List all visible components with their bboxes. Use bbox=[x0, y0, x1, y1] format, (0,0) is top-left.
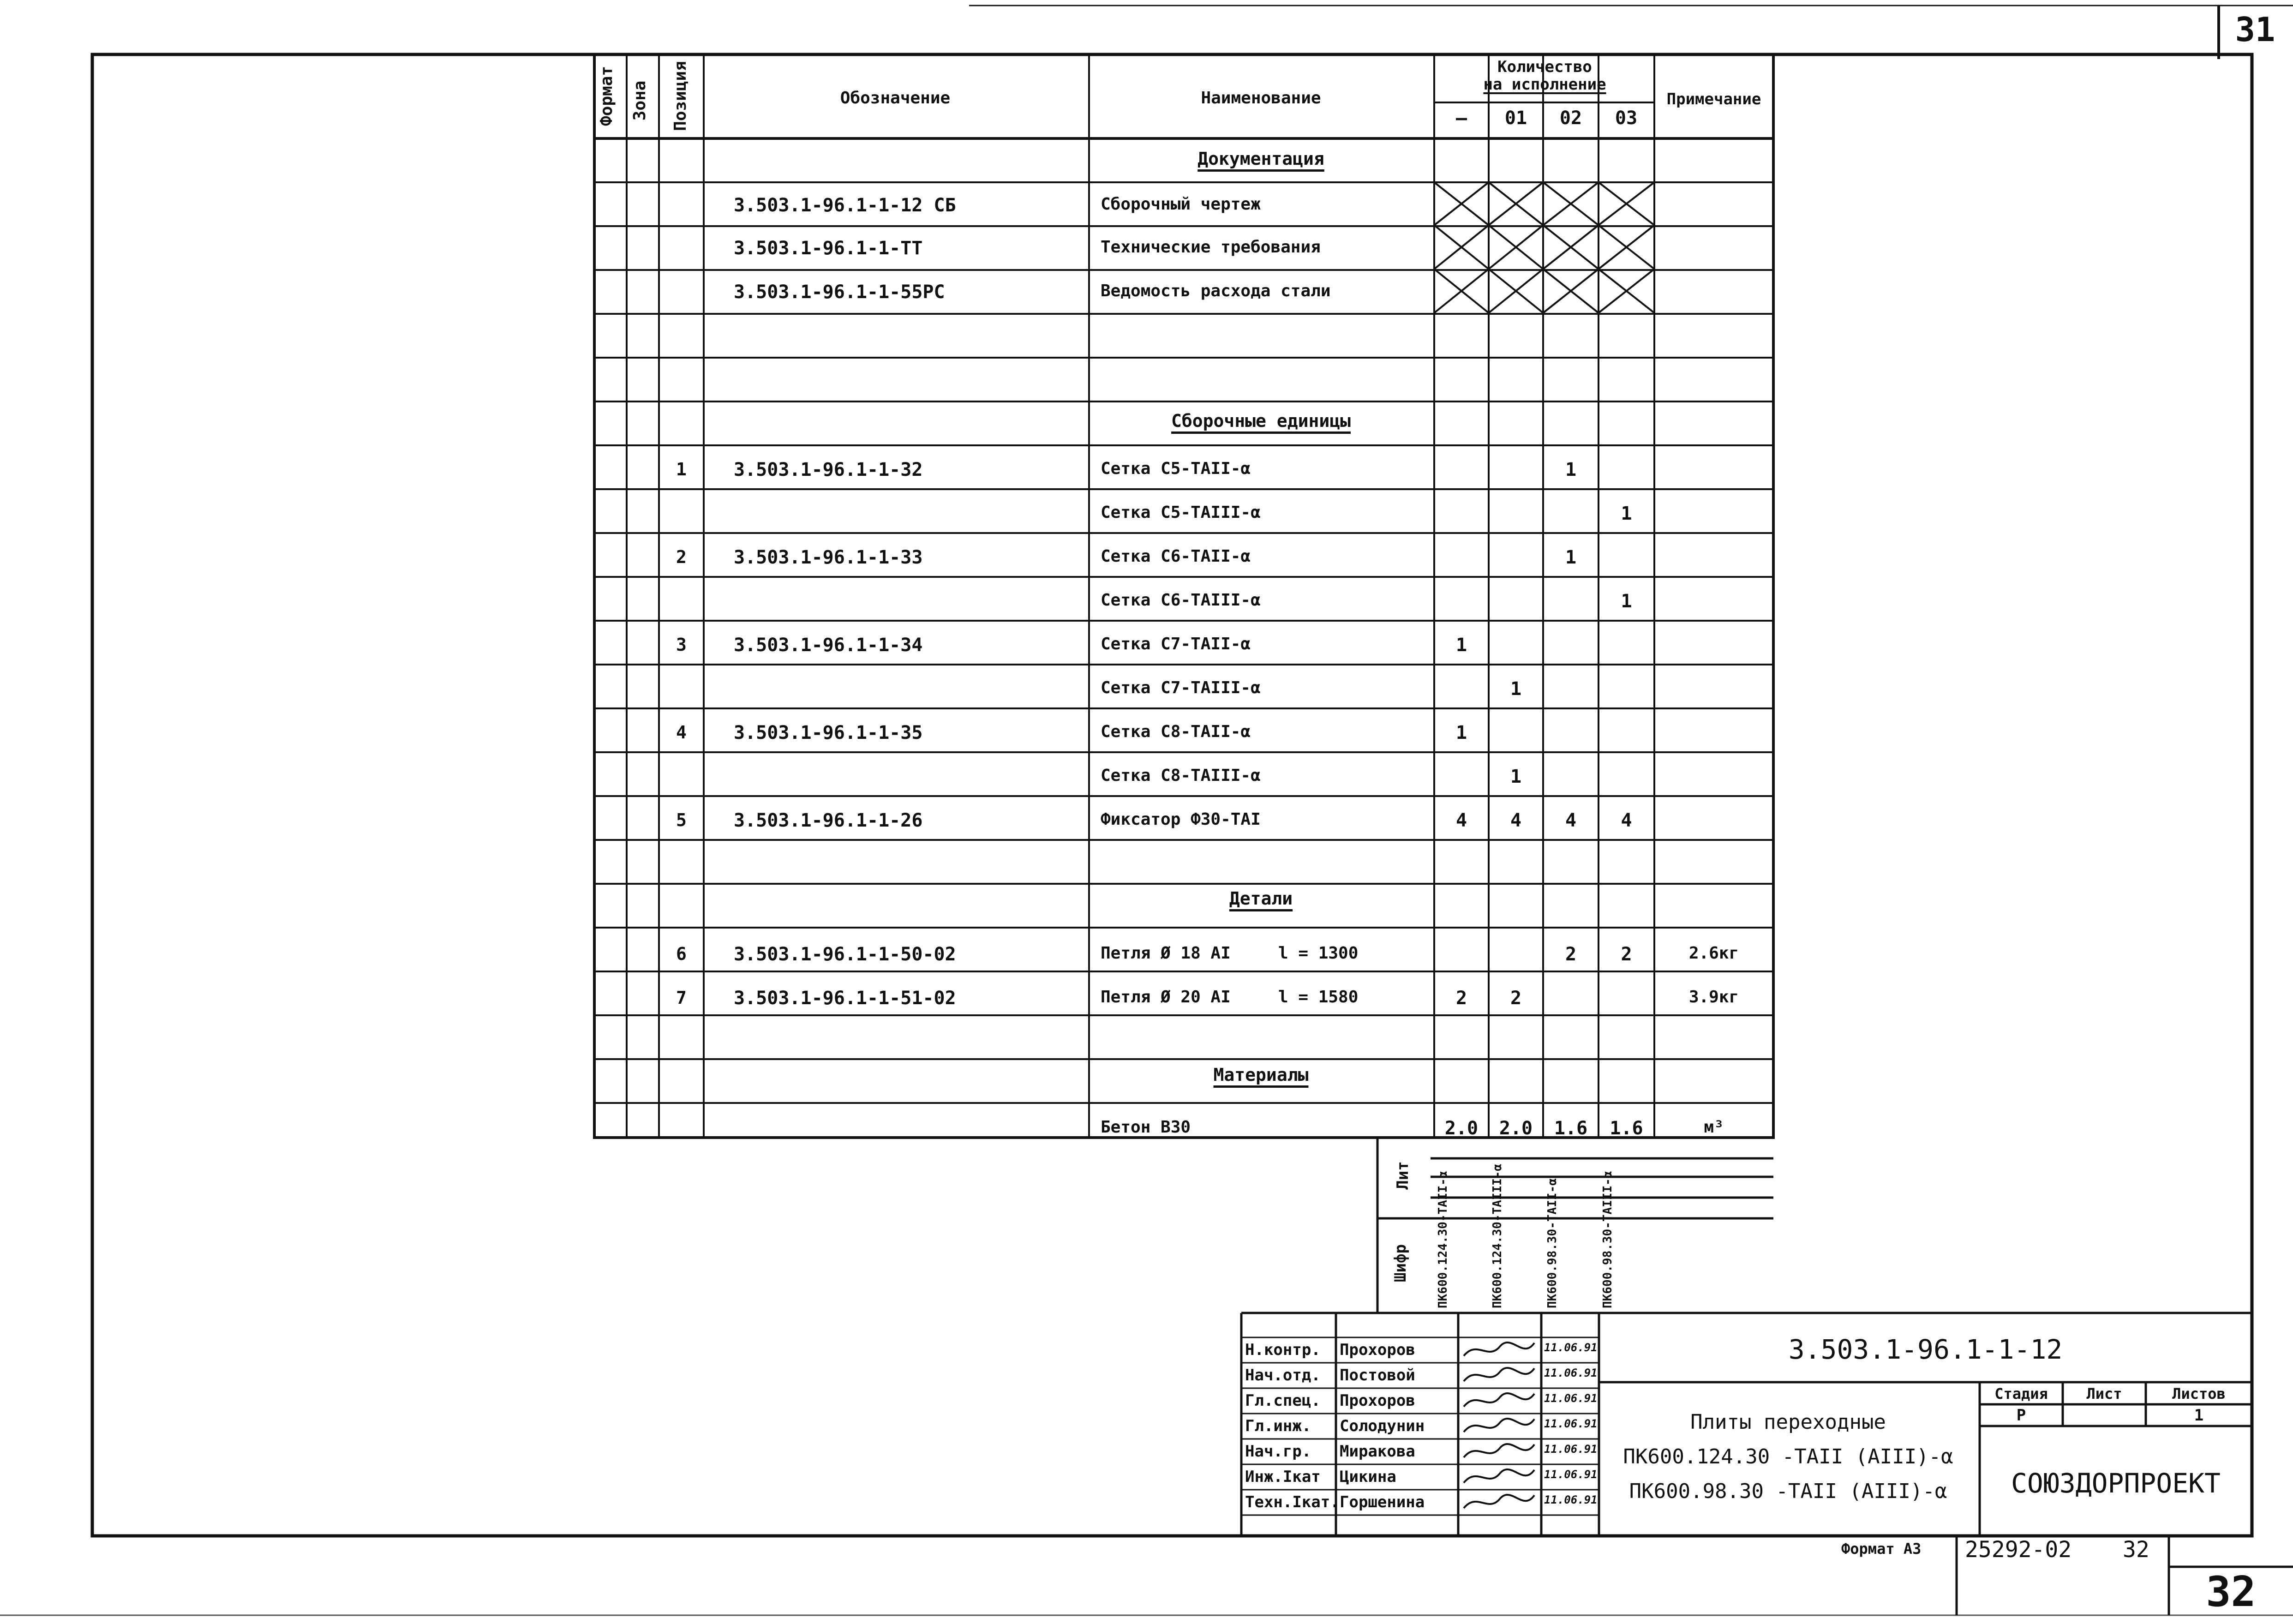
row-14-pos: 7 bbox=[676, 988, 687, 1008]
row-11-qty-01: 1 bbox=[1510, 766, 1522, 787]
row-6-pos: 2 bbox=[676, 547, 687, 567]
signer-5-date: 11.06.91 bbox=[1544, 1443, 1598, 1456]
row-8-name: Сетка С7-ТАII-α bbox=[1101, 635, 1251, 653]
archive-page: 32 bbox=[2123, 1537, 2149, 1563]
row-12-name: Фиксатор Ф30-ТАI bbox=[1101, 810, 1261, 829]
row-4-name: Сетка С5-ТАII-α bbox=[1101, 459, 1251, 478]
section-parts: Детали bbox=[1229, 888, 1293, 909]
row-2-designation: 3.503.1-96.1-1-ТТ bbox=[734, 238, 923, 259]
row-1-designation: 3.503.1-96.1-1-12 СБ bbox=[734, 195, 956, 216]
row-9-qty-01: 1 bbox=[1510, 678, 1522, 700]
signer-4-name: Солодунин bbox=[1340, 1417, 1425, 1435]
signer-7-date: 11.06.91 bbox=[1544, 1493, 1598, 1506]
signer-5-name: Миракова bbox=[1340, 1442, 1415, 1461]
archive-number: 25292-02 bbox=[1965, 1537, 2072, 1563]
header-note: Примечание bbox=[1666, 90, 1761, 108]
row-8-designation: 3.503.1-96.1-1-34 bbox=[734, 635, 923, 656]
row-12-qty-base: 4 bbox=[1455, 810, 1467, 831]
signer-2-name: Постовой bbox=[1340, 1366, 1415, 1384]
row-14-length: l = 1580 bbox=[1278, 988, 1359, 1007]
lit-label: Лит bbox=[1394, 1161, 1412, 1190]
signer-5-role: Нач.гр. bbox=[1245, 1442, 1311, 1461]
row-1-name: Сборочный чертеж bbox=[1101, 195, 1261, 214]
row-4-qty-02: 1 bbox=[1565, 459, 1577, 480]
row-10-designation: 3.503.1-96.1-1-35 bbox=[734, 722, 923, 743]
row-14-name: Петля Ø 20 АI bbox=[1101, 988, 1231, 1007]
header-variant-03: 03 bbox=[1615, 108, 1638, 129]
header-name: Наименование bbox=[1201, 89, 1321, 108]
cipher-label: Шифр bbox=[1391, 1244, 1410, 1282]
row-15-name: Бетон В30 bbox=[1101, 1118, 1191, 1137]
row-14-designation: 3.503.1-96.1-1-51-02 bbox=[734, 988, 956, 1009]
row-10-name: Сетка С8-ТАII-α bbox=[1101, 722, 1251, 741]
header-quantity-variants: на исполнение bbox=[1483, 75, 1606, 94]
stage-value: Р bbox=[2016, 1406, 2026, 1425]
signer-3-date: 11.06.91 bbox=[1544, 1392, 1598, 1405]
document-title-line3: ПК600.98.30 -ТАII (АIII)-α bbox=[1629, 1480, 1947, 1503]
row-9-name: Сетка С7-ТАIII-α bbox=[1101, 678, 1261, 697]
header-position: Позиция bbox=[671, 61, 690, 131]
row-10-qty-base: 1 bbox=[1455, 722, 1467, 743]
signer-4-role: Гл.инж. bbox=[1245, 1417, 1311, 1435]
row-12-qty-02: 4 bbox=[1565, 810, 1577, 831]
document-title-line1: Плиты переходные bbox=[1690, 1410, 1886, 1434]
signer-1-name: Прохоров bbox=[1340, 1341, 1415, 1359]
row-6-designation: 3.503.1-96.1-1-33 bbox=[734, 547, 923, 568]
section-documentation: Документация bbox=[1197, 149, 1324, 169]
signer-1-date: 11.06.91 bbox=[1544, 1341, 1598, 1354]
signer-6-date: 11.06.91 bbox=[1544, 1468, 1598, 1481]
row-8-pos: 3 bbox=[676, 635, 687, 655]
header-variant-base: — bbox=[1455, 108, 1467, 129]
row-6-name: Сетка С6-ТАII-α bbox=[1101, 547, 1251, 566]
format-label: Формат А3 bbox=[1841, 1540, 1922, 1558]
row-15-note: м³ bbox=[1704, 1118, 1724, 1137]
row-4-pos: 1 bbox=[676, 459, 687, 479]
signer-7-name: Горшенина bbox=[1340, 1493, 1425, 1511]
signer-6-name: Цикина bbox=[1340, 1468, 1396, 1486]
header-quantity: Количество bbox=[1497, 58, 1592, 76]
row-13-qty-02: 2 bbox=[1565, 944, 1577, 965]
signer-3-name: Прохоров bbox=[1340, 1391, 1415, 1410]
header-variant-01: 01 bbox=[1504, 108, 1527, 129]
organization-name: СОЮЗДОРПРОЕКТ bbox=[2011, 1468, 2221, 1499]
signer-1-role: Н.контр. bbox=[1245, 1341, 1321, 1359]
page-number: 32 bbox=[2206, 1568, 2256, 1616]
row-7-qty-03: 1 bbox=[1621, 591, 1632, 612]
row-13-note: 2.6кг bbox=[1688, 944, 1739, 963]
signer-7-role: Техн.Iкат. bbox=[1245, 1493, 1340, 1511]
row-12-qty-03: 4 bbox=[1621, 810, 1632, 831]
signer-3-role: Гл.спец. bbox=[1245, 1391, 1321, 1410]
signer-6-role: Инж.Iкат bbox=[1245, 1468, 1321, 1486]
cipher-02: ПК600.98.30-ТАII-α bbox=[1545, 1178, 1559, 1308]
row-3-designation: 3.503.1-96.1-1-55РС bbox=[734, 282, 945, 303]
document-code: 3.503.1-96.1-1-12 bbox=[1788, 1334, 2063, 1365]
sheet-label: Лист bbox=[2086, 1385, 2122, 1402]
stage-label: Стадия bbox=[1994, 1385, 2048, 1402]
row-13-length: l = 1300 bbox=[1278, 944, 1359, 963]
signer-2-date: 11.06.91 bbox=[1544, 1366, 1598, 1379]
row-7-name: Сетка С6-ТАIII-α bbox=[1101, 591, 1261, 610]
signer-4-date: 11.06.91 bbox=[1544, 1417, 1598, 1430]
corner-page-number: 31 bbox=[2235, 10, 2275, 49]
row-15-qty-02: 1.6 bbox=[1554, 1118, 1588, 1139]
row-12-pos: 5 bbox=[676, 810, 687, 830]
sheets-label: Листов bbox=[2172, 1385, 2226, 1402]
row-3-name: Ведомость расхода стали bbox=[1101, 282, 1331, 300]
header-designation: Обозначение bbox=[840, 89, 951, 108]
row-14-qty-base: 2 bbox=[1455, 988, 1467, 1009]
section-materials: Материалы bbox=[1213, 1065, 1309, 1085]
row-15-qty-01: 2.0 bbox=[1499, 1118, 1533, 1139]
row-13-pos: 6 bbox=[676, 944, 687, 964]
row-14-qty-01: 2 bbox=[1510, 988, 1522, 1009]
header-variant-02: 02 bbox=[1559, 108, 1582, 129]
row-13-qty-03: 2 bbox=[1621, 944, 1632, 965]
section-assembly-units: Сборочные единицы bbox=[1171, 411, 1351, 431]
cipher-03: ПК600.98.30-ТАIII-α bbox=[1601, 1171, 1615, 1308]
row-4-designation: 3.503.1-96.1-1-32 bbox=[734, 459, 923, 480]
cipher-base: ПК600.124.30-ТАII-α bbox=[1436, 1171, 1450, 1308]
row-12-designation: 3.503.1-96.1-1-26 bbox=[734, 810, 923, 831]
row-12-qty-01: 4 bbox=[1510, 810, 1522, 831]
document-title-line2: ПК600.124.30 -ТАII (АIII)-α bbox=[1623, 1445, 1953, 1468]
header-zone: Зона bbox=[630, 80, 649, 121]
row-15-qty-base: 2.0 bbox=[1444, 1118, 1479, 1139]
cipher-01: ПК600.124.30-ТАIII-α bbox=[1491, 1163, 1504, 1308]
row-11-name: Сетка С8-ТАIII-α bbox=[1101, 766, 1261, 785]
row-5-name: Сетка С5-ТАIII-α bbox=[1101, 503, 1261, 522]
row-13-designation: 3.503.1-96.1-1-50-02 bbox=[734, 944, 956, 965]
header-format: Формат bbox=[597, 66, 616, 126]
row-2-name: Технические требования bbox=[1101, 238, 1321, 257]
row-13-name: Петля Ø 18 АI bbox=[1101, 944, 1231, 963]
row-6-qty-02: 1 bbox=[1565, 547, 1577, 568]
signer-2-role: Нач.отд. bbox=[1245, 1366, 1321, 1384]
row-5-qty-03: 1 bbox=[1621, 503, 1632, 524]
sheets-value: 1 bbox=[2194, 1406, 2204, 1425]
row-10-pos: 4 bbox=[676, 722, 687, 743]
row-8-qty-base: 1 bbox=[1455, 635, 1467, 656]
row-14-note: 3.9кг bbox=[1688, 988, 1739, 1007]
row-15-qty-03: 1.6 bbox=[1610, 1118, 1643, 1139]
